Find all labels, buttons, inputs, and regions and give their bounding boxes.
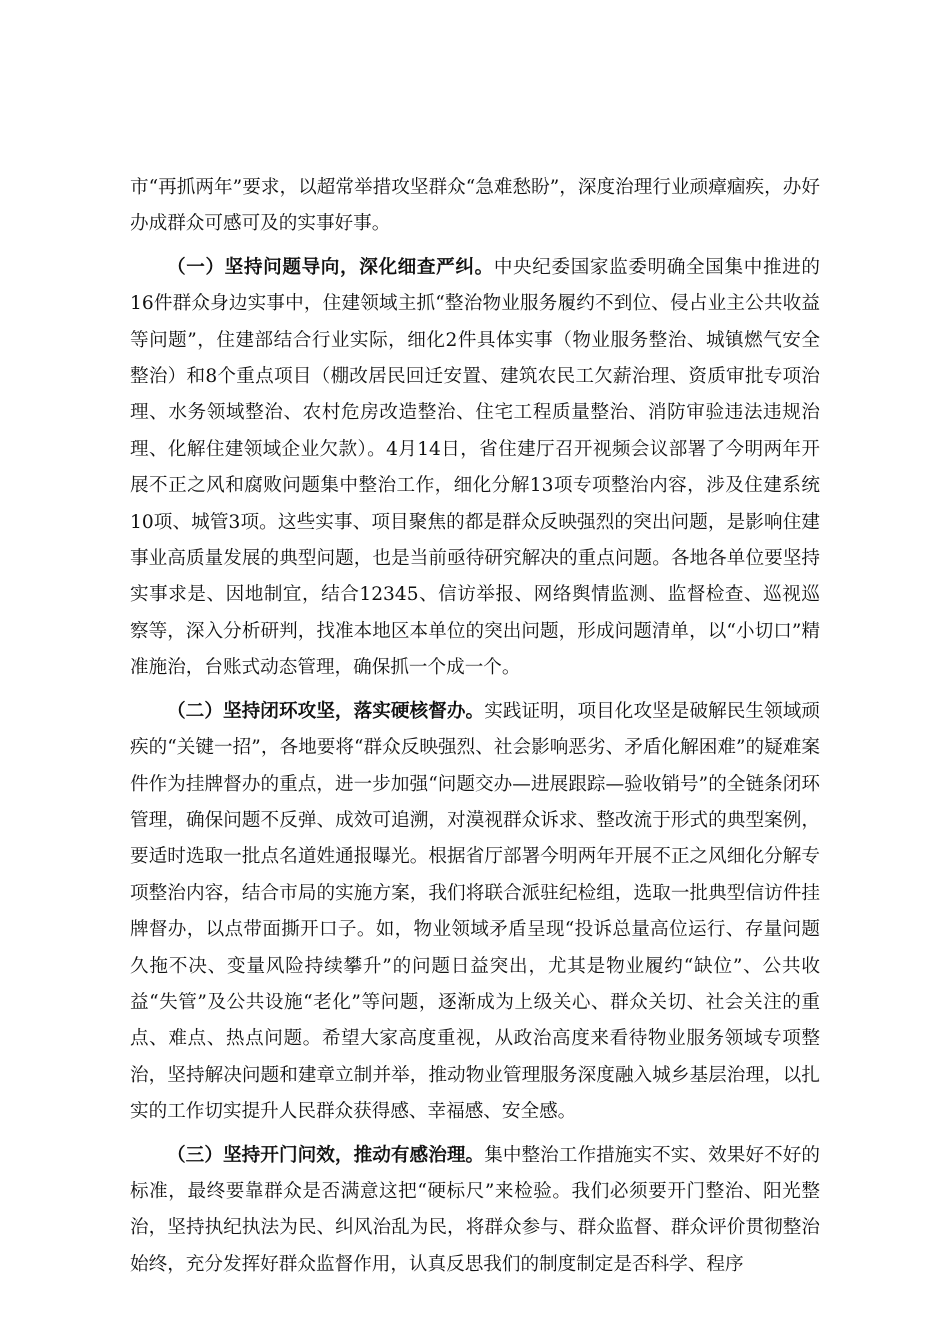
paragraph-section-1 [130,250,820,687]
paragraph-section-2 [130,694,820,1131]
section-body-2: 实践证明，项目化攻坚是破解民生领域顽疾的“关键一招”，各地要将“群众反映强烈、社会影响恶劣、矛盾化解困难”的疑难案件作为挂牌督办的重点，进一步加强“问题交办—进展跟踪—验收销号”的全链条闭环管理，确保问题不反弹、成效可追溯，对漠视群众诉求、整改流于形式的典型案例，要适时选取一批点名道姓通报曝光。根据省厅部署今明两年开展不正之风细化分解专项整治内容，结合市局的实施方案，我们将联合派驻纪检组，选取一批典型信访件挂牌督办，以点带面撕开口子。如，物业领域矛盾呈现“投诉总量高位运行、存量问题久拖不决、变量风险持续攀升”的问题日益突出，尤其是物业履约“缺位”、公共收益“失管”及公共设施“老化”等问题，逐渐成为上级关心、群众关切、社会关注的重点、难点、热点问题。希望大家高度重视，从政治高度来看待物业服务领域专项整治，坚持解决问题和建章立制并举，推动物业管理服务深度融入城乡基层治理，以扎实的工作切实提升人民群众获得感、幸福感、安全感。 [130,700,820,1123]
paragraph-text: 市“再抓两年”要求，以超常举措攻坚群众“急难愁盼”，深度治理行业顽瘴痼疾，办好办成群众可感可及的实事好事。 [130,177,820,235]
section-body-3: 集中整治工作措施实不实、效果好不好的标准，最终要靠群众是否满意这把“硬标尺”来检验。我们必须要开门整治、阳光整治，坚持执纪执法为民、纠风治乱为民，将群众参与、群众监督、群众评价贯彻整治始终，充分发挥好群众监督作用，认真反思我们的制度制定是否科学、程序 [130,1144,820,1275]
document-body [130,170,820,1290]
paragraph-continuation [130,170,820,243]
section-heading-2: （二）坚持闭环攻坚，落实硬核督办。 [167,700,485,722]
section-heading-3: （三）坚持开门问效，推动有感治理。 [167,1144,485,1166]
paragraph-section-3 [130,1138,820,1284]
section-heading-1: （一）坚持问题导向，深化细查严纠。 [167,256,494,278]
section-body-1: 中央纪委国家监委明确全国集中推进的16件群众身边实事中，住建领域主抓“整治物业服务履约不到位、侵占业主公共收益等问题”，住建部结合行业实际，细化2件具体实事（物业服务整治、城镇燃气安全整治）和8个重点项目（棚改居民回迁安置、建筑农民工欠薪治理、资质审批专项治理、水务领域整治、农村危房改造整治、住宅工程质量整治、消防审验违法违规治理、化解住建领域企业欠款）。4月14日，省住建厅召开视频会议部署了今明两年开展不正之风和腐败问题集中整治工作，细化分解13项专项整治内容，涉及住建系统10项、城管3项。这些实事、项目聚焦的都是群众反映强烈的突出问题，是影响住建事业高质量发展的典型问题，也是当前亟待研究解决的重点问题。各地各单位要坚持实事求是、因地制宜，结合12345、信访举报、网络舆情监测、监督检查、巡视巡察等，深入分析研判，找准本地区本单位的突出问题，形成问题清单，以“小切口”精准施治，台账式动态管理，确保抓一个成一个。 [130,256,820,679]
